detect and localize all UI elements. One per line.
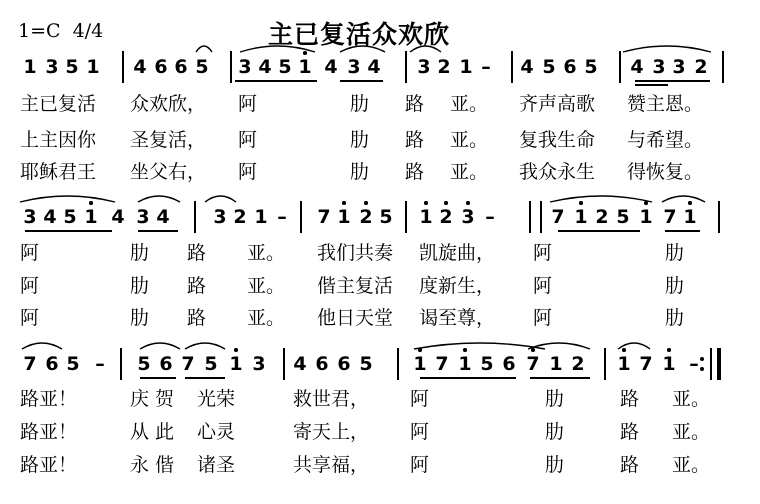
- note-1: 1: [683, 206, 697, 228]
- lyric-word: 阿: [238, 129, 258, 151]
- key-signature: 1=C 4/4: [18, 20, 104, 42]
- lyric-word: 我们共奏: [317, 242, 394, 264]
- note-1: 1: [549, 353, 563, 375]
- note-1: 1: [458, 353, 472, 375]
- note-5: 5: [66, 353, 80, 375]
- note-4: 4: [324, 56, 338, 78]
- lyric-word: 谒至尊，: [419, 307, 496, 329]
- lyric-word: 亚。: [247, 242, 286, 264]
- lyric-word: 亚。: [672, 388, 711, 410]
- lyric-word: 阿: [410, 454, 430, 476]
- note-2: 2: [439, 206, 453, 228]
- note-1: 1: [254, 206, 268, 228]
- note-1: 1: [86, 56, 100, 78]
- note-7: 7: [663, 206, 677, 228]
- note-2: 2: [694, 56, 708, 78]
- lyric-word: 阿: [238, 161, 258, 183]
- lyric-word: 众欢欣，: [130, 93, 207, 115]
- note-4: 4: [630, 56, 644, 78]
- lyric-word: 我众永生: [519, 161, 596, 183]
- lyric-word: 阿: [410, 421, 430, 443]
- note-7: 7: [317, 206, 331, 228]
- lyric-word: 亚。: [247, 275, 286, 297]
- note-5: 5: [195, 56, 209, 78]
- song-title: 主已复活众欢欣: [268, 20, 451, 49]
- lyric-word: 路: [187, 307, 207, 329]
- note-2: 2: [437, 56, 451, 78]
- note-7: 7: [435, 353, 449, 375]
- lyric-word: 阿: [20, 242, 40, 264]
- lyric-word: 光荣: [197, 388, 236, 410]
- note-1: 1: [574, 206, 588, 228]
- note-7: 7: [639, 353, 653, 375]
- lyric-word: 路: [405, 93, 425, 115]
- note-1: 1: [298, 56, 312, 78]
- note-6: 6: [563, 56, 577, 78]
- slur-arc: [22, 343, 62, 349]
- note-1: 1: [639, 206, 653, 228]
- note-6: 6: [159, 353, 173, 375]
- note-7: 7: [181, 353, 195, 375]
- note-1: 1: [23, 56, 37, 78]
- lyric-line-3: [0, 454, 760, 478]
- note-5: 5: [480, 353, 494, 375]
- lyric-word: 亚。: [247, 307, 286, 329]
- note-2: 2: [233, 206, 247, 228]
- lyric-word: 主已复活: [20, 93, 97, 115]
- note-5: 5: [63, 206, 77, 228]
- lyric-word: 路: [620, 421, 640, 443]
- lyric-word: 肋: [545, 421, 565, 443]
- note-2: 2: [359, 206, 373, 228]
- lyric-word: 亚。: [450, 129, 489, 151]
- note-5: 5: [359, 353, 373, 375]
- slur-arc: [618, 343, 650, 349]
- lyric-word: 路: [405, 129, 425, 151]
- lyric-word: 凯旋曲，: [419, 242, 496, 264]
- lyric-word: 路: [620, 454, 640, 476]
- note-4: 4: [111, 206, 125, 228]
- note-4: 4: [43, 206, 57, 228]
- note-5: 5: [379, 206, 393, 228]
- lyric-word: 齐声高歌: [519, 93, 596, 115]
- note-5: 5: [65, 56, 79, 78]
- note-1: 1: [662, 353, 676, 375]
- note-4: 4: [156, 206, 170, 228]
- slur-arc: [140, 343, 180, 349]
- note-3: 3: [652, 56, 666, 78]
- lyric-word: 从 此: [130, 421, 175, 443]
- lyric-word: 阿: [533, 275, 553, 297]
- lyric-word: 路亚！: [20, 421, 78, 443]
- lyric-word: 寄天上，: [293, 421, 370, 443]
- note-5: 5: [204, 353, 218, 375]
- lyric-word: 阿: [238, 93, 258, 115]
- lyric-word: 肋: [545, 454, 565, 476]
- note-1: 1: [84, 206, 98, 228]
- lyric-word: 肋: [545, 388, 565, 410]
- note-1: 1: [419, 206, 433, 228]
- note-2: 2: [571, 353, 585, 375]
- lyric-word: 救世君，: [293, 388, 370, 410]
- note-7: 7: [23, 353, 37, 375]
- lyric-word: 阿: [20, 275, 40, 297]
- lyric-word: 肋: [350, 161, 370, 183]
- lyric-word: 路: [187, 242, 207, 264]
- note-5: 5: [542, 56, 556, 78]
- lyric-word: 度新生，: [419, 275, 496, 297]
- lyric-word: 偕主复活: [317, 275, 394, 297]
- note-6: 6: [45, 353, 59, 375]
- dash-note: –: [689, 353, 699, 375]
- note-1: 1: [459, 56, 473, 78]
- note-3: 3: [417, 56, 431, 78]
- lyric-word: 路: [620, 388, 640, 410]
- lyric-line-2: [0, 421, 760, 445]
- note-3: 3: [213, 206, 227, 228]
- note-1: 1: [337, 206, 351, 228]
- lyric-word: 亚。: [450, 161, 489, 183]
- lyric-word: 肋: [665, 275, 685, 297]
- lyric-word: 阿: [533, 242, 553, 264]
- lyric-word: 复我生命: [519, 129, 596, 151]
- note-3: 3: [252, 353, 266, 375]
- lyric-word: 永 偕: [130, 454, 175, 476]
- lyric-word: 肋: [130, 307, 150, 329]
- lyric-word: 圣复活，: [130, 129, 207, 151]
- lyric-word: 肋: [130, 242, 150, 264]
- lyric-word: 共享福，: [293, 454, 370, 476]
- note-5: 5: [616, 206, 630, 228]
- note-2: 2: [595, 206, 609, 228]
- note-3: 3: [672, 56, 686, 78]
- note-3: 3: [136, 206, 150, 228]
- lyric-word: 路: [405, 161, 425, 183]
- lyric-word: 亚。: [450, 93, 489, 115]
- lyric-word: 亚。: [672, 421, 711, 443]
- note-5: 5: [137, 353, 151, 375]
- note-6: 6: [154, 56, 168, 78]
- note-4: 4: [520, 56, 534, 78]
- lyric-word: 阿: [410, 388, 430, 410]
- note-7: 7: [551, 206, 565, 228]
- lyric-word: 与希望。: [627, 129, 704, 151]
- slur-arc: [185, 343, 225, 349]
- lyric-word: 路亚！: [20, 388, 78, 410]
- note-3: 3: [23, 206, 37, 228]
- lyric-word: 肋: [350, 129, 370, 151]
- dash-note: –: [95, 353, 105, 375]
- note-6: 6: [502, 353, 516, 375]
- lyric-word: 赞主恩。: [627, 93, 704, 115]
- note-7: 7: [526, 353, 540, 375]
- lyric-word: 路: [187, 275, 207, 297]
- lyric-word: 亚。: [672, 454, 711, 476]
- note-4: 4: [367, 56, 381, 78]
- note-3: 3: [461, 206, 475, 228]
- note-3: 3: [347, 56, 361, 78]
- dash-note: –: [277, 206, 287, 228]
- lyric-word: 肋: [130, 275, 150, 297]
- lyric-word: 路亚！: [20, 454, 78, 476]
- lyric-word: 诸圣: [197, 454, 236, 476]
- lyric-word: 耶稣君王: [20, 161, 97, 183]
- note-5: 5: [278, 56, 292, 78]
- lyric-word: 庆 贺: [130, 388, 175, 410]
- note-3: 3: [238, 56, 252, 78]
- lyric-line-1: [0, 388, 760, 412]
- note-5: 5: [584, 56, 598, 78]
- lyric-word: 上主因你: [20, 129, 97, 151]
- lyric-word: 得恢复。: [627, 161, 704, 183]
- dash-note: –: [485, 206, 495, 228]
- lyric-word: 心灵: [197, 421, 236, 443]
- lyric-word: 肋: [665, 242, 685, 264]
- note-6: 6: [337, 353, 351, 375]
- lyric-word: 他日天堂: [317, 307, 394, 329]
- lyric-word: 肋: [665, 307, 685, 329]
- note-6: 6: [174, 56, 188, 78]
- lyric-word: 肋: [350, 93, 370, 115]
- note-1: 1: [229, 353, 243, 375]
- note-1: 1: [413, 353, 427, 375]
- note-3: 3: [45, 56, 59, 78]
- dash-note: –: [481, 56, 491, 78]
- lyric-word: 阿: [20, 307, 40, 329]
- note-1: 1: [617, 353, 631, 375]
- note-4: 4: [258, 56, 272, 78]
- slur-arc: [414, 343, 545, 349]
- note-4: 4: [293, 353, 307, 375]
- lyric-word: 阿: [533, 307, 553, 329]
- note-4: 4: [133, 56, 147, 78]
- lyric-word: 坐父右，: [130, 161, 207, 183]
- note-6: 6: [315, 353, 329, 375]
